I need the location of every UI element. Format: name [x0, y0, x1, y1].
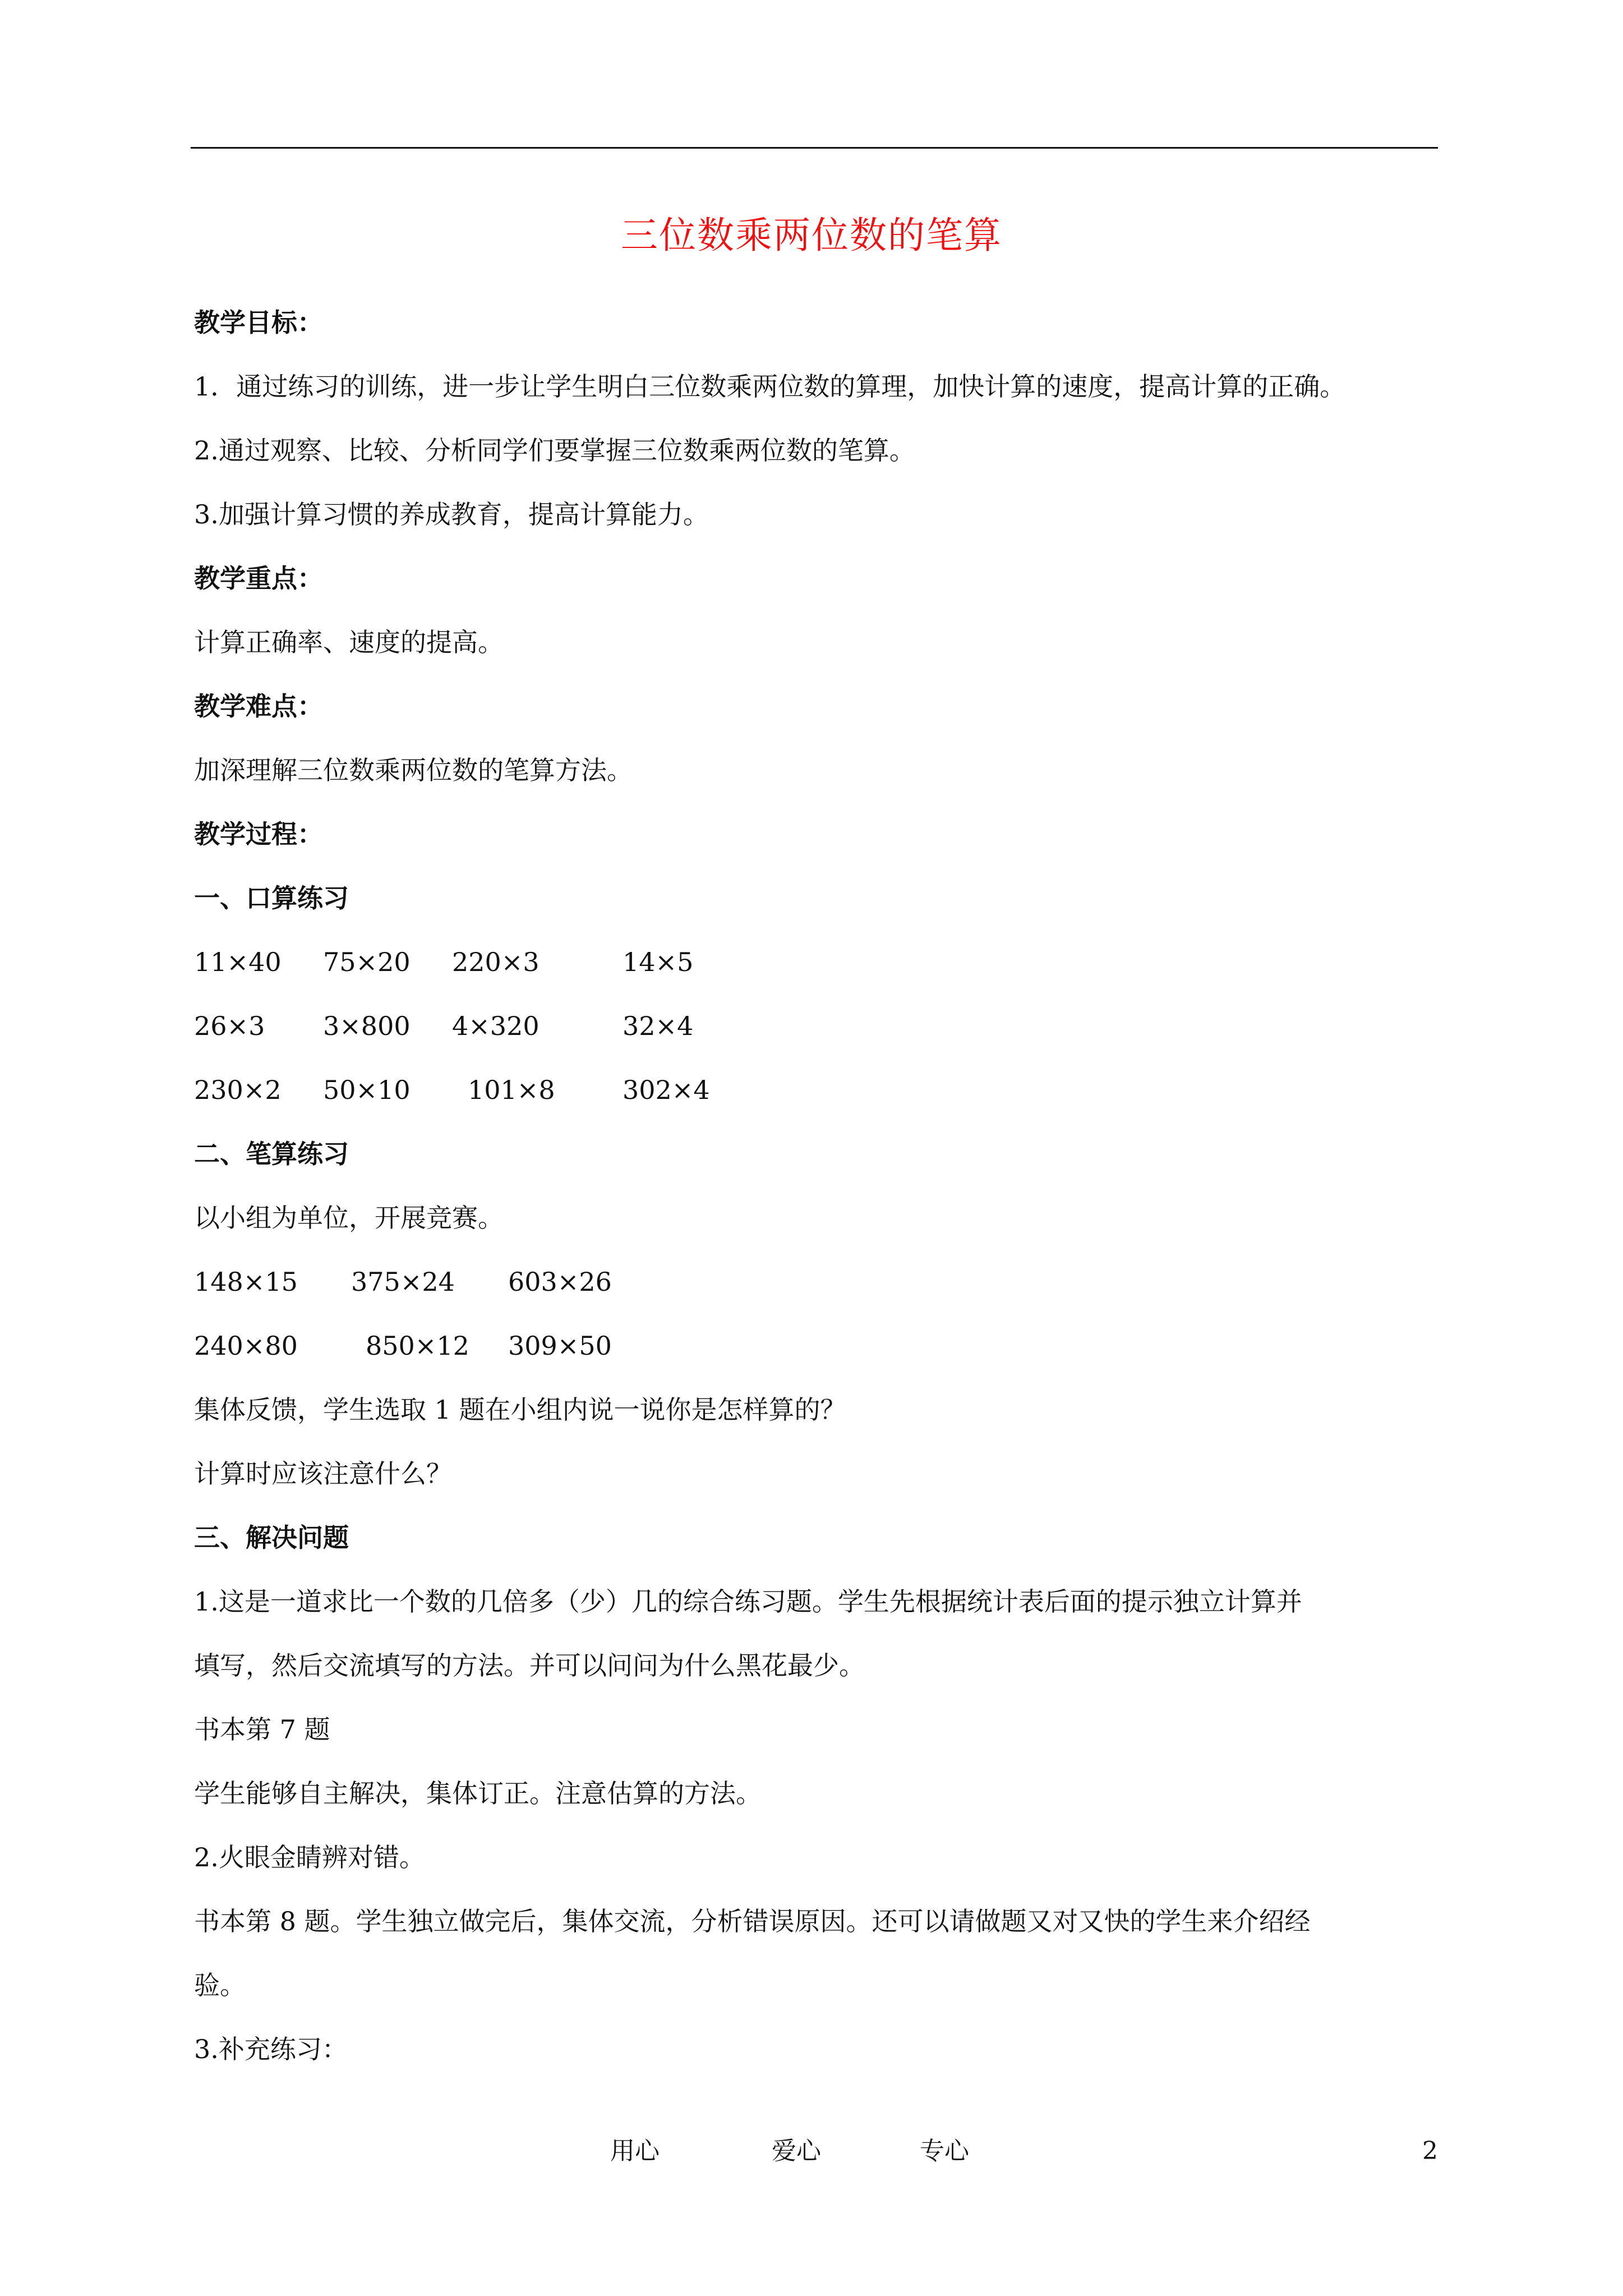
problem-solving-heading: 三、解决问题 [194, 1522, 349, 1553]
written-problem: 850×12 [366, 1331, 469, 1361]
oral-problem: 4×320 [452, 1011, 540, 1041]
objective-item: 2.通过观察、比较、分析同学们要掌握三位数乘两位数的笔算。 [194, 435, 915, 466]
oral-problem: 101×8 [468, 1075, 555, 1105]
oral-practice-heading: 一、口算练习 [194, 883, 349, 913]
objectives-heading: 教学目标： [194, 307, 323, 338]
problem-solving-item1-line2: 填写，然后交流填写的方法。并可以问问为什么黑花最少。 [194, 1650, 865, 1681]
written-problem: 240×80 [194, 1331, 298, 1361]
book-question-8-line2: 验。 [194, 1970, 246, 2000]
page-footer [0, 2132, 1623, 2171]
written-practice-heading: 二、笔算练习 [194, 1139, 349, 1169]
difficulties-text: 加深理解三位数乘两位数的笔算方法。 [194, 755, 633, 785]
written-practice-row [194, 1250, 1445, 1314]
problem-solving-item1-line1: 1.这是一道求比一个数的几倍多（少）几的综合练习题。学生先根据统计表后面的提示独立计算并 [194, 1586, 1302, 1617]
oral-problem: 75×20 [323, 947, 411, 977]
oral-problem: 230×2 [194, 1075, 282, 1105]
document-body [194, 291, 1445, 2081]
objective-item: 3.加强计算习惯的养成教育，提高计算能力。 [194, 499, 709, 530]
oral-practice-row [194, 930, 1445, 994]
oral-problem: 220×3 [452, 947, 540, 977]
oral-problem: 14×5 [623, 947, 694, 977]
key-points-text: 计算正确率、速度的提高。 [194, 627, 504, 657]
footer-word: 用心 [610, 2137, 660, 2165]
footer-word: 专心 [920, 2137, 969, 2165]
process-heading: 教学过程： [194, 819, 323, 849]
oral-problem: 302×4 [623, 1075, 710, 1105]
page-title: 三位数乘两位数的笔算 [621, 214, 1002, 257]
written-problem: 375×24 [351, 1267, 455, 1297]
attention-question-text: 计算时应该注意什么？ [194, 1458, 452, 1489]
oral-practice-row [194, 1058, 1445, 1122]
written-practice-intro: 以小组为单位，开展竞赛。 [194, 1203, 504, 1233]
oral-problem: 50×10 [323, 1075, 411, 1105]
book-question-7-note: 学生能够自主解决，集体订正。注意估算的方法。 [194, 1778, 762, 1809]
oral-problem: 3×800 [323, 1011, 411, 1041]
written-practice-row [194, 1314, 1445, 1378]
oral-problem: 26×3 [194, 1011, 265, 1041]
oral-problem: 11×40 [194, 947, 282, 977]
oral-practice-row [194, 994, 1445, 1058]
book-question-7: 书本第 7 题 [194, 1714, 330, 1745]
problem-solving-item3: 3.补充练习： [194, 2034, 348, 2064]
footer-word: 爱心 [772, 2137, 821, 2165]
written-problem: 148×15 [194, 1267, 298, 1297]
written-problem: 309×50 [508, 1331, 612, 1361]
book-question-8-line1: 书本第 8 题。学生独立做完后，集体交流，分析错误原因。还可以请做题又对又快的学生来介绍经 [194, 1906, 1311, 1936]
page-number: 2 [1422, 2137, 1438, 2165]
key-points-heading: 教学重点： [194, 563, 323, 593]
group-feedback-text: 集体反馈，学生选取 1 题在小组内说一说你是怎样算的？ [194, 1395, 846, 1425]
header-rule [191, 147, 1438, 149]
written-problem: 603×26 [508, 1267, 612, 1297]
problem-solving-item2: 2.火眼金睛辨对错。 [194, 1842, 425, 1872]
difficulties-heading: 教学难点： [194, 691, 323, 721]
objective-item: 1．通过练习的训练，进一步让学生明白三位数乘两位数的算理，加快计算的速度，提高计算的正确。 [194, 371, 1346, 402]
oral-problem: 32×4 [623, 1011, 694, 1041]
